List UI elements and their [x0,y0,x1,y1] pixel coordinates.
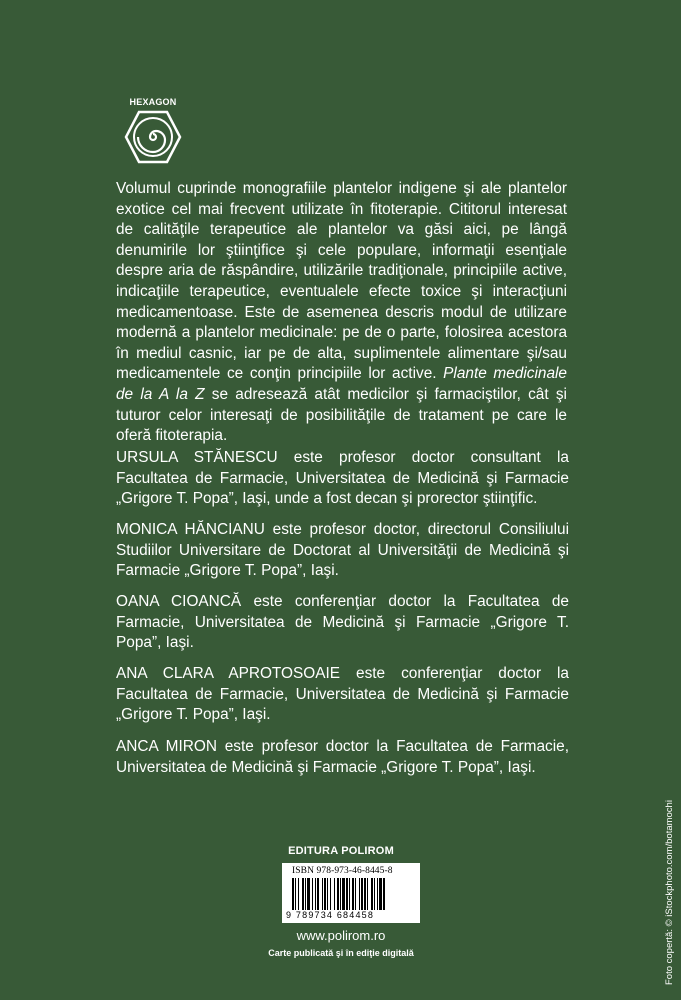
publisher-name: EDITURA POLIROM [288,845,394,857]
description-text-2: se adresează atât medicilor şi farmaciştilor, cât şi tuturor celor interesaţi de posibilităţile de tratament pe care le oferă fitoterapia. [116,385,567,445]
hexagon-logo [116,97,190,164]
author-bio-cioanca: OANA CIOANCĂ este conferenţiar doctor la Facultatea de Farmacie, Universitatea de Medicină şi Farmacie „Grigore T. Popa”, Iaşi. [116,593,569,652]
barcode-bars [292,878,410,910]
digital-edition-note: Carte publicată şi în ediţie digitală [268,948,414,958]
book-title-italic: Plante medicinale de la A la Z [116,365,567,403]
hexagon-spiral-icon [124,110,182,164]
description-text-1: Volumul cuprinde monografiile plantelor indigene şi ale plantelor exotice cel mai frecvent utilizate în fitoterapie. Cititorul interesat de calităţile terapeutice ale plantelor va găsi aici, pe lângă denumirile lor ştiinţifice şi cele populare, informaţii esenţiale despre aria de răspândire, utilizările tradiţionale, principiile active, indicaţiile terapeutice, eventualele efecte toxice şi interacţiuni medicamentoase. Este de asemenea descris modul de utilizare modernă a plantelor medicinale: pe de o parte, folosirea acestora în mediul casnic, iar pe de alta, suplimentele alimentare şi/sau medicamentele ce conţin principiile lor active. [116,180,567,383]
book-description [116,179,567,447]
photo-credit: Foto copertă: © iStockphoto.com/botamochi [664,800,675,985]
isbn-barcode [282,863,420,923]
publisher-website[interactable]: www.polirom.ro [296,928,386,943]
isbn-number: ISBN 978-973-46-8445-8 [292,866,393,876]
author-bio-stanescu: URSULA STĂNESCU este profesor doctor consultant la Facultatea de Farmacie, Universitatea de Medicină şi Farmacie „Grigore T. Popa”, Iaşi, unde a fost decan şi prorector ştiinţific. [116,449,569,508]
author-bio-aprotosoaie: ANA CLARA APROTOSOAIE este conferenţiar doctor la Facultatea de Farmacie, Universitatea de Medicină şi Farmacie „Grigore T. Popa”, Iaşi. [116,665,569,724]
author-bio-hancianu: MONICA HĂNCIANU este profesor doctor, directorul Consiliului Studiilor Universitare de Doctorat al Universităţii de Medicină şi Farmacie „Grigore T. Popa”, Iaşi. [116,521,569,580]
barcode-digits: 9 789734 684458 [286,910,375,920]
author-bio-miron: ANCA MIRON este profesor doctor la Facultatea de Farmacie, Universitatea de Medicină şi Farmacie „Grigore T. Popa”, Iaşi. [116,738,569,776]
logo-label: HEXAGON [129,97,177,107]
